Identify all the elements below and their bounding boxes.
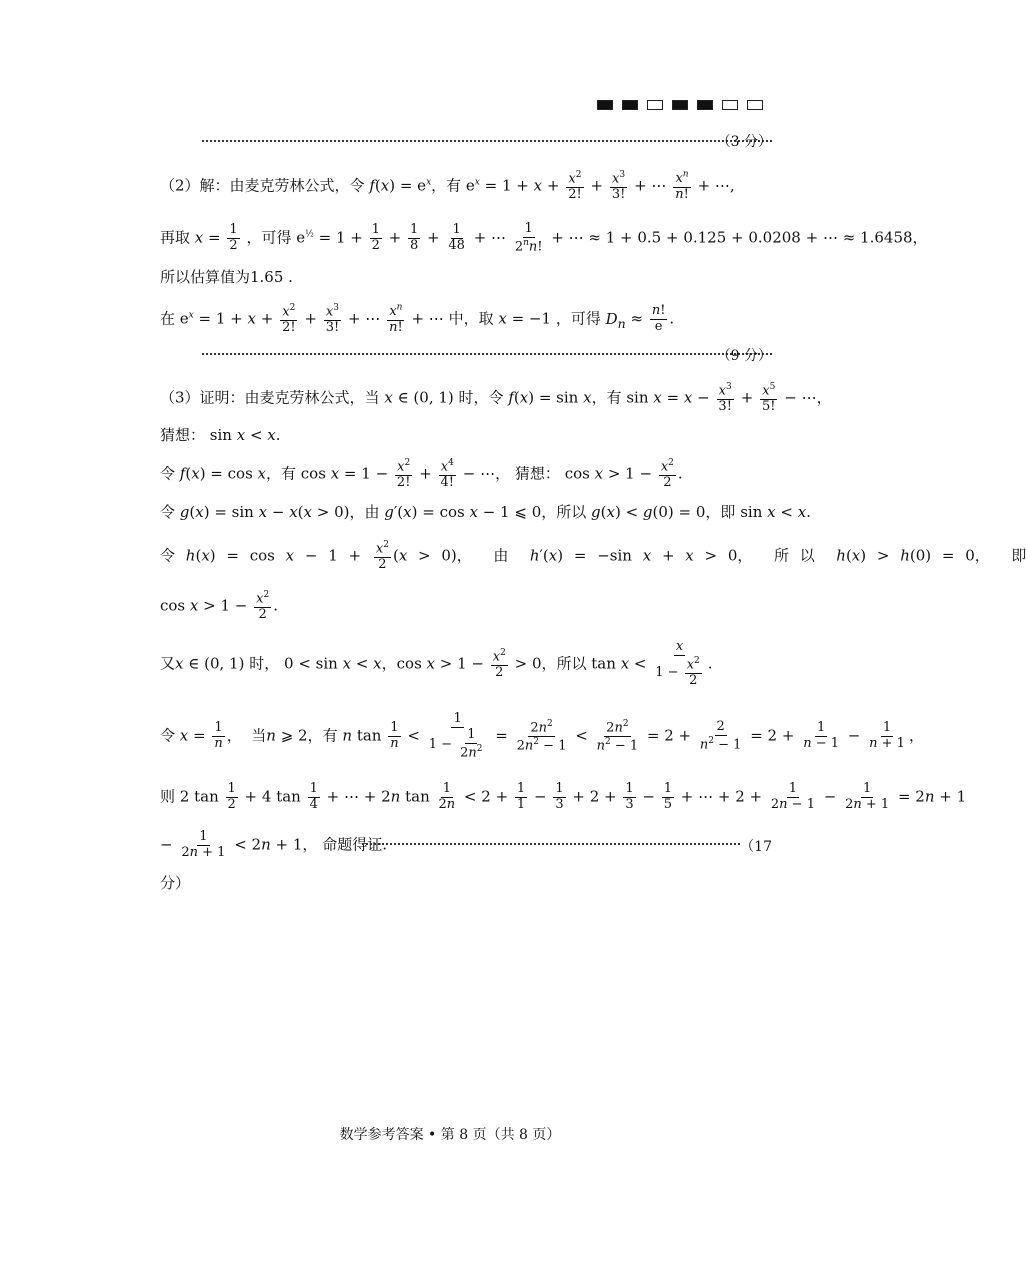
part3-final-line: − $\frac{1}{2n + 1}$ < 2n + 1， 命题得证. <box>160 829 387 860</box>
part2-line2: 再取 x = $\frac{1}{2}$ ，可得 $e^{\frac{1}{2}} = 1$ + $\frac{1}{2}$ + $\frac{1}{8}$ + $\frac{1}{48}$ + ⋯ $\frac{1}{2^nn!}$ + ⋯ ≈ 1 + 0.5 + 0.125 + 0.0208 + ⋯ ≈ 1.6458， <box>160 221 928 255</box>
dotted-leader <box>202 140 772 142</box>
dotted-leader <box>362 843 740 845</box>
part3-line1: （3）证明：由麦克劳林公式，当 x ∈ (0, 1) 时，令 f(x) = sin x，有 sin x = x − $\frac{x^3}{3!}$ + $\frac{x^5}{5!}$ − ⋯， <box>160 382 832 415</box>
part3-h-line: 令 h(x) = cos x − 1 + $\frac{x^2}{2}$ (x > 0)， 由 h′(x) = −sin x + x > 0， 所 以 h(x) > h(0) = 0， 即 <box>160 540 1026 573</box>
progress-square <box>722 100 738 110</box>
part3-n-line: 令 x = $\frac{1}{n}$ ， 当n ⩾ 2，有 n tan $\frac{1}{n}$ < 1 1 − $\frac{1}{2n^2}$ = $\frac{2n^2}{2n^2 - 1}$ < $\frac{2n^2}{n^2 - 1}$ = 2 + $\frac{2}{n^2 - 1}$ = 2 + $\frac{1}{n - 1}$ − $\frac{1}{n + 1}$ ， <box>160 711 924 761</box>
dotted-leader <box>202 353 772 355</box>
part2-line3: 所以估算值为1.65 . <box>160 268 293 286</box>
score-part1: （3 分） <box>716 134 772 150</box>
page-footer: 数学参考答案 • 第 8 页（共 8 页） <box>339 1127 561 1143</box>
progress-square <box>622 100 638 110</box>
part2-line4: 在 $e^x = 1 + x$ + $\frac{x^2}{2!}$ + $\frac{x^3}{3!}$ + ⋯ $\frac{x^n}{n!}$ + ⋯ 中，取 x = −1 ，可得 $D_n$ ≈ $\frac{n!}{e}$ . <box>160 303 675 336</box>
part2-line1: （2）解：由麦克劳林公式，令 $f(x) = e^x$，有 $e^x = 1 + x$ + $\frac{x^2}{2!}$ + $\frac{x^3}{3!}$ + ⋯ $\frac{x^n}{n!}$ + ⋯, <box>160 170 735 203</box>
part3-tan-line: 又x ∈ (0, 1) 时， 0 < sin x < x，cos x > 1 − $\frac{x^2}{2}$ > 0，所以 tan x < x 1 − $\frac{x^2}{2}$ . <box>160 639 713 689</box>
part3-guess1: 猜想： sin x < x. <box>160 426 281 444</box>
part3-cos-result: cos x > 1 − $\frac{x^2}{2}$ . <box>160 590 278 623</box>
score-part3-b: 分） <box>160 874 191 892</box>
part3-g-line: 令 g(x) = sin x − x(x > 0)，由 g′(x) = cos x − 1 ⩽ 0，所以 g(x) < g(0) = 0，即 sin x < x. <box>160 503 811 521</box>
score-part2: （9 分） <box>716 348 772 364</box>
progress-square <box>597 100 613 110</box>
score-part3-a: （17 <box>740 839 772 855</box>
part3-sum-line: 则 2 tan $\frac{1}{2}$ + 4 tan $\frac{1}{4}$ + ⋯ + 2n tan $\frac{1}{2n}$ < 2 + $\frac{1}{1}$ − $\frac{1}{3}$ + 2 + $\frac{1}{3}$ − $\frac{1}{5}$ + ⋯ + 2 + $\frac{1}{2n - 1}$ − $\frac{1}{2n + 1}$ = 2n + 1 <box>160 781 967 812</box>
progress-square <box>672 100 688 110</box>
progress-square <box>747 100 763 110</box>
progress-square <box>697 100 713 110</box>
header-progress-squares <box>597 100 763 110</box>
progress-square <box>647 100 663 110</box>
part3-cos-line: 令 f(x) = cos x，有 cos x = 1 − $\frac{x^2}{2!}$ + $\frac{x^4}{4!}$ − ⋯， 猜想： cos x > 1 − $\frac{x^2}{2}$ . <box>160 458 683 491</box>
